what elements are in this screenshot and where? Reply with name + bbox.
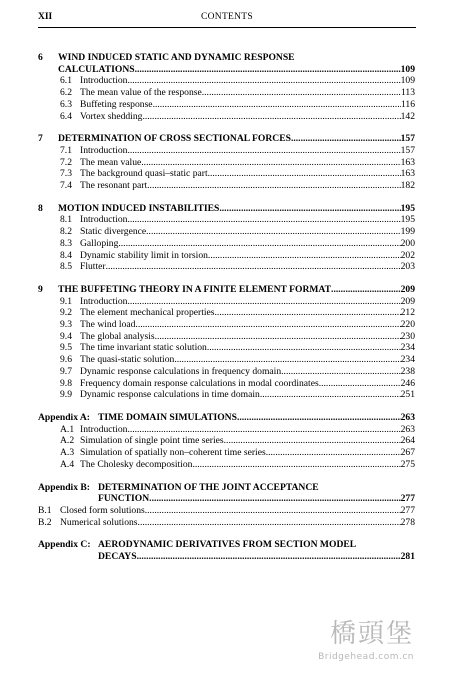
toc-entry <box>38 378 415 390</box>
toc-entry <box>38 238 415 250</box>
entry-page: 199 <box>400 226 415 238</box>
chapter-page: 157 <box>400 133 415 145</box>
dot-leader <box>208 250 401 262</box>
page-number: XII <box>38 12 53 22</box>
chapter-title-text: WIND INDUCED STATIC AND DYNAMIC RESPONSE <box>58 52 295 63</box>
toc-entry <box>38 389 415 401</box>
entry-number: 9.7 <box>60 365 72 377</box>
chapter-number: 9 <box>38 283 43 295</box>
appendix-title-text: TIME DOMAIN SIMULATIONS <box>98 411 237 423</box>
entry-title: Numerical solutions <box>60 516 138 528</box>
entry-title: Galloping <box>80 237 119 249</box>
entry-number: 6.2 <box>60 87 72 99</box>
dot-leader <box>331 284 401 296</box>
chapter-title-lead <box>58 133 415 145</box>
entry-number: B.2 <box>38 516 52 528</box>
entry-number: A.1 <box>60 423 75 435</box>
entry-number: A.2 <box>60 435 75 447</box>
dot-leader <box>127 214 400 226</box>
appendix-title-line <box>38 539 415 551</box>
appendix-label: Appendix B: <box>38 481 90 493</box>
entry-title: The quasi-static solution <box>80 354 175 366</box>
entry-title: The wind load <box>80 319 136 331</box>
dot-leader <box>155 331 401 343</box>
chapter-title-line <box>38 203 415 215</box>
entry-page: 275 <box>400 458 415 470</box>
dot-leader <box>192 459 400 471</box>
toc-entry <box>38 331 415 343</box>
entry-page: 234 <box>400 354 415 366</box>
entry-number: 7.2 <box>60 156 72 168</box>
dot-leader <box>146 226 400 238</box>
dot-leader <box>202 87 401 99</box>
appendix-2 <box>38 482 415 529</box>
chapter-number: 7 <box>38 133 43 145</box>
chapter-title-text: MOTION INDUCED INSTABILITIES <box>58 202 220 214</box>
entry-title: Introduction <box>80 144 128 156</box>
appendix-title-text: DECAYS <box>98 551 137 563</box>
toc-entry <box>38 168 415 180</box>
toc-entry <box>38 250 415 262</box>
entry-page: 246 <box>400 377 415 389</box>
toc-entry <box>38 435 415 447</box>
toc-entry <box>38 505 415 517</box>
dot-leader <box>219 203 400 215</box>
entry-title: Dynamic stability limit in torsion <box>80 249 208 261</box>
entry-title: Closed form solutions <box>60 504 145 516</box>
entry-title: Dynamic response calculations in frequency domain <box>80 365 282 377</box>
entry-number: 8.3 <box>60 237 72 249</box>
chapter-title-lead <box>58 64 415 76</box>
entry-title: Introduction <box>80 423 128 435</box>
dot-leader <box>224 435 401 447</box>
entry-title: Frequency domain response calculations in modal coordinates <box>80 377 319 389</box>
entry-page: 109 <box>400 75 415 87</box>
entry-number: 9.1 <box>60 295 72 307</box>
chapter-title-lead <box>58 203 415 215</box>
toc-entry <box>38 75 415 87</box>
dot-leader <box>135 319 400 331</box>
toc-entry <box>38 157 415 169</box>
entry-page: 163 <box>400 168 415 180</box>
chapter-number: 6 <box>38 52 43 63</box>
table-of-contents <box>38 52 415 574</box>
toc-entry <box>38 342 415 354</box>
chapter-title-line <box>38 52 415 64</box>
toc-entry <box>38 145 415 157</box>
chapter-title-text: THE BUFFETING THEORY IN A FINITE ELEMENT FORMAT <box>58 283 332 295</box>
appendix-title-line <box>98 551 415 563</box>
entry-number: B.1 <box>38 504 52 516</box>
entry-page: 238 <box>400 365 415 377</box>
entry-number: 8.2 <box>60 226 72 238</box>
chapter-title-line <box>38 284 415 296</box>
toc-entry <box>38 366 415 378</box>
entry-number: A.3 <box>60 447 75 459</box>
chapter-title-lead <box>58 284 415 296</box>
dot-leader <box>127 145 400 157</box>
appendix-label: Appendix C: <box>38 539 91 551</box>
entry-number: 7.4 <box>60 180 72 192</box>
toc-entry <box>38 214 415 226</box>
entry-title: The element mechanical properties <box>80 307 215 319</box>
entry-title: The Cholesky decomposition <box>80 458 193 470</box>
entry-title: The mean value <box>80 156 142 168</box>
dot-leader <box>145 505 401 517</box>
chapter-page: 209 <box>400 283 415 295</box>
toc-entry <box>38 296 415 308</box>
entry-page: 230 <box>400 330 415 342</box>
dot-leader <box>147 180 400 192</box>
entry-page: 212 <box>400 307 415 319</box>
entry-page: 157 <box>400 144 415 156</box>
chapter-page: 195 <box>400 202 415 214</box>
appendix-title-text: DETERMINATION OF THE JOINT ACCEPTANCE <box>98 481 319 493</box>
entry-page: 142 <box>400 110 415 122</box>
entry-number: 8.5 <box>60 261 72 273</box>
toc-entry <box>38 111 415 123</box>
entry-number: 9.3 <box>60 319 72 331</box>
chapter-number: 8 <box>38 202 43 214</box>
entry-number: 9.9 <box>60 389 72 401</box>
entry-page: 203 <box>400 261 415 273</box>
entry-title: Introduction <box>80 214 128 226</box>
dot-leader <box>149 493 400 505</box>
watermark-chinese: 橋頭堡 <box>329 619 414 649</box>
entry-page: 263 <box>400 423 415 435</box>
toc-entry <box>38 226 415 238</box>
dot-leader <box>174 354 400 366</box>
header-rule <box>38 27 416 28</box>
dot-leader <box>141 157 400 169</box>
chapter-7 <box>38 133 415 192</box>
chapter-9 <box>38 284 415 401</box>
appendix-title-line <box>38 412 415 424</box>
entry-page: 264 <box>400 435 415 447</box>
toc-entry <box>38 424 415 436</box>
dot-leader <box>142 111 400 123</box>
entry-page: 278 <box>400 516 415 528</box>
dot-leader <box>319 378 401 390</box>
entry-title: Simulation of single point time series <box>80 435 224 447</box>
entry-number: 9.2 <box>60 307 72 319</box>
entry-title: The mean value of the response <box>80 87 202 99</box>
toc-entry <box>38 99 415 111</box>
dot-leader <box>135 64 401 76</box>
entry-page: 209 <box>400 295 415 307</box>
entry-title: Introduction <box>80 75 128 87</box>
entry-title: Static divergence <box>80 226 147 238</box>
toc-entry <box>38 517 415 529</box>
entry-page: 163 <box>400 156 415 168</box>
entry-page: 202 <box>400 249 415 261</box>
toc-entry <box>38 459 415 471</box>
dot-leader <box>281 366 400 378</box>
toc-entry <box>38 447 415 459</box>
entry-number: 9.4 <box>60 330 72 342</box>
dot-leader <box>106 261 401 273</box>
entry-number: 6.3 <box>60 98 72 110</box>
entry-page: 251 <box>400 389 415 401</box>
toc-entry <box>38 87 415 99</box>
dot-leader <box>138 517 401 529</box>
appendix-title-line <box>98 493 415 505</box>
toc-entry <box>38 180 415 192</box>
entry-page: 195 <box>400 214 415 226</box>
entry-page: 220 <box>400 319 415 331</box>
entry-number: 8.1 <box>60 214 72 226</box>
chapter-title-text: DETERMINATION OF CROSS SECTIONAL FORCES <box>58 133 291 145</box>
appendix-title-text: AERODYNAMIC DERIVATIVES FROM SECTION MODEL <box>98 539 357 551</box>
entry-page: 277 <box>400 504 415 516</box>
appendix-page: 281 <box>400 551 415 563</box>
toc-entry <box>38 319 415 331</box>
appendix-label: Appendix A: <box>38 411 90 423</box>
chapter-6 <box>38 52 415 122</box>
entry-title: Vortex shedding <box>80 110 143 122</box>
dot-leader <box>291 133 401 145</box>
entry-number: 6.4 <box>60 110 72 122</box>
dot-leader <box>215 307 401 319</box>
entry-page: 113 <box>400 87 415 99</box>
entry-number: 8.4 <box>60 249 72 261</box>
entry-page: 116 <box>400 98 415 110</box>
chapter-title-text: CALCULATIONS <box>58 63 135 75</box>
page-header <box>38 12 416 26</box>
running-title: CONTENTS <box>200 12 253 22</box>
entry-title: The global analysis <box>80 330 155 342</box>
watermark <box>318 613 414 662</box>
dot-leader <box>127 424 400 436</box>
chapter-title-line <box>38 64 415 76</box>
dot-leader <box>137 551 401 563</box>
dot-leader <box>260 389 401 401</box>
dot-leader <box>127 75 400 87</box>
entry-title: The background quasi–static part <box>80 168 208 180</box>
dot-leader <box>118 238 400 250</box>
entry-title: Buffeting response <box>80 98 153 110</box>
entry-title: Flutter <box>80 261 106 273</box>
chapter-8 <box>38 203 415 273</box>
entry-number: 7.1 <box>60 144 72 156</box>
entry-page: 267 <box>400 447 415 459</box>
appendix-page: 263 <box>400 411 415 423</box>
entry-title: The time invariant static solution <box>80 342 207 354</box>
entry-title: Dynamic response calculations in time domain <box>80 389 260 401</box>
watermark-url: Bridgehead.com.cn <box>318 652 414 662</box>
appendix-title-text: FUNCTION <box>98 493 150 505</box>
appendix-3 <box>38 539 415 562</box>
dot-leader <box>237 412 401 424</box>
dot-leader <box>153 99 401 111</box>
chapter-title-line <box>38 133 415 145</box>
dot-leader <box>127 296 400 308</box>
entry-page: 234 <box>400 342 415 354</box>
dot-leader <box>208 168 401 180</box>
toc-entry <box>38 307 415 319</box>
entry-number: 9.6 <box>60 354 72 366</box>
entry-number: 6.1 <box>60 75 72 87</box>
entry-title: The resonant part <box>80 180 148 192</box>
entry-number: 7.3 <box>60 168 72 180</box>
appendix-page: 277 <box>400 493 415 505</box>
toc-entry <box>38 261 415 273</box>
appendix-title-line <box>38 482 415 494</box>
entry-number: 9.8 <box>60 377 72 389</box>
toc-entry <box>38 354 415 366</box>
dot-leader <box>207 342 401 354</box>
entry-title: Introduction <box>80 295 128 307</box>
chapter-page: 109 <box>400 63 415 75</box>
appendix-1 <box>38 412 415 471</box>
entry-page: 182 <box>400 180 415 192</box>
entry-page: 200 <box>400 237 415 249</box>
entry-number: A.4 <box>60 458 75 470</box>
dot-leader <box>266 447 401 459</box>
entry-number: 9.5 <box>60 342 72 354</box>
entry-title: Simulation of spatially non–coherent time series <box>80 447 266 459</box>
